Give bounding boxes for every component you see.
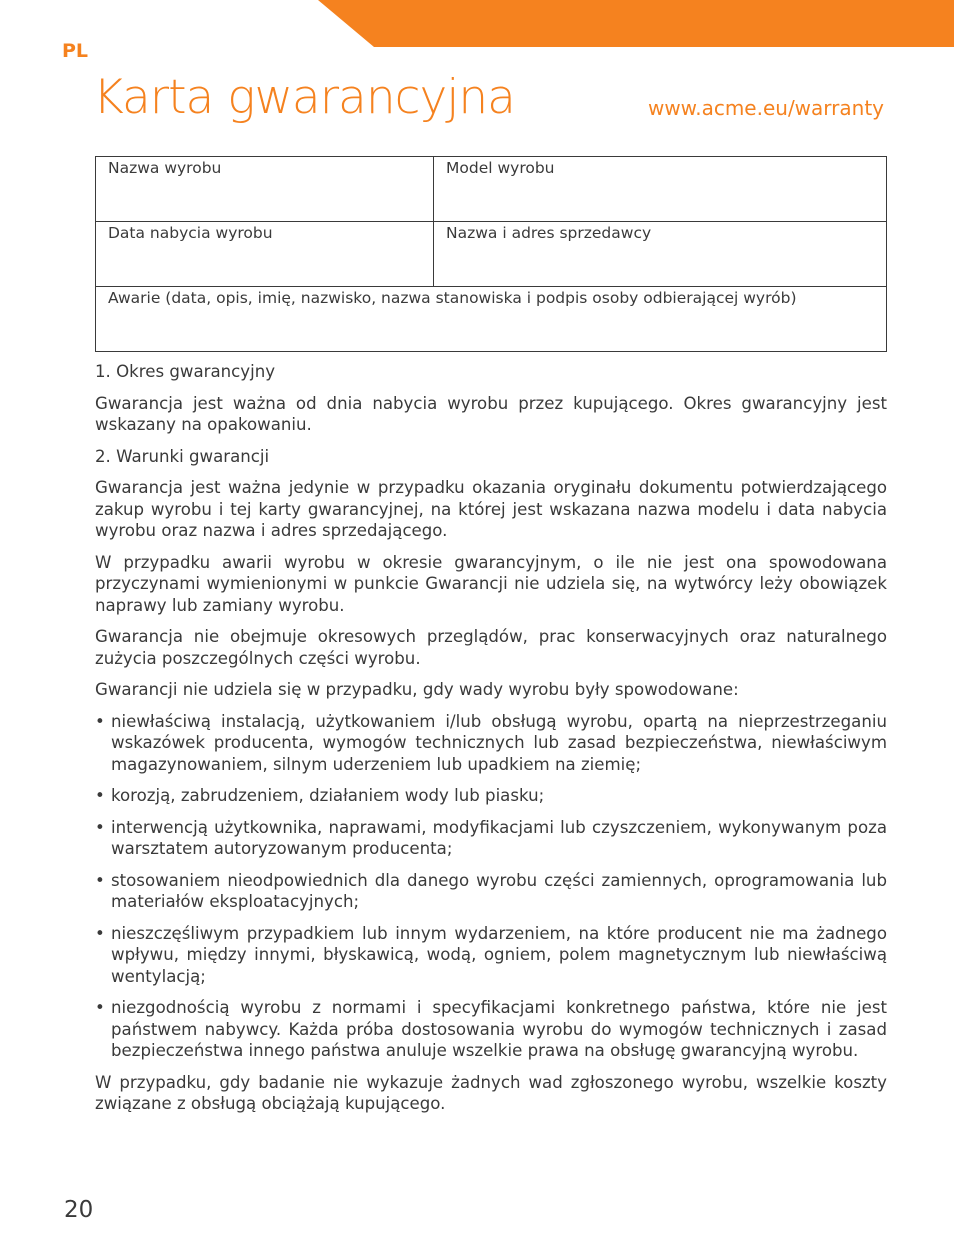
page-title: Karta gwarancyjna (93, 70, 515, 125)
paragraph: Gwarancja nie obejmuje okresowych przeglądów, prac konserwacyjnych oraz naturalnego zużycia poszczególnych części wyrobu. (95, 627, 887, 668)
list-item: • niezgodnością wyrobu z normami i specyfikacjami konkretnego państwa, które nie jest państwem nabywcy. Każda próba dostosowania wyrobu do wymogów technicznych i zasad bezpieczeństwa innego państwa anuluje wszelkie prawa na obsługę gwarancyjną wyrobu. (95, 997, 887, 1062)
exclusions-list (95, 711, 887, 1062)
product-model-field[interactable]: Model wyrobu (434, 157, 887, 222)
section-heading: 2. Warunki gwarancji (95, 446, 270, 466)
paragraph: Gwarancja jest ważna jedynie w przypadku okazania oryginału dokumentu potwierdzającego zakup wyrobu i tej karty gwarancyjnej, na której jest wskazana nazwa modelu i data nabycia wyrobu oraz nazwa i adres sprzedającego. (95, 478, 887, 540)
product-name-field[interactable]: Nazwa wyrobu (96, 157, 434, 222)
paragraph: Gwarancja jest ważna od dnia nabycia wyrobu przez kupującego. Okres gwarancyjny jest wskazany na opakowaniu. (95, 393, 887, 434)
paragraph: Gwarancji nie udziela się w przypadku, gdy wady wyrobu były spowodowane: (95, 680, 739, 699)
list-item: • interwencją użytkownika, naprawami, modyfikacjami lub czyszczeniem, wykonywanym poza warsztatem autoryzowanym producenta; (95, 817, 887, 860)
paragraph: W przypadku, gdy badanie nie wykazuje żadnych wad zgłoszonego wyrobu, wszelkie koszty związane z obsługą obciążają kupującego. (95, 1072, 887, 1113)
language-label: PL (62, 40, 89, 62)
warranty-url-link[interactable]: www.acme.eu/warranty (647, 96, 884, 120)
seller-field[interactable]: Nazwa i adres sprzedawcy (434, 222, 887, 287)
list-item: • niewłaściwą instalacją, użytkowaniem i/lub obsługą wyrobu, opartą na nieprzestrzeganiu wskazówek producenta, wymogów technicznych lub zasad bezpieczeństwa, niewłaściwym magazynowaniem, silnym uderzeniem lub upadkiem na ziemię; (95, 711, 887, 776)
failures-field[interactable]: Awarie (data, opis, imię, nazwisko, nazwa stanowiska i podpis osoby odbierającej wyrób) (96, 287, 887, 352)
warranty-form-table (95, 156, 887, 352)
warranty-terms (95, 361, 887, 1125)
purchase-date-field[interactable]: Data nabycia wyrobu (96, 222, 434, 287)
header-accent-tab (318, 0, 954, 47)
list-item: • stosowaniem nieodpowiednich dla danego wyrobu części zamiennych, oprogramowania lub materiałów eksploatacyjnych; (95, 870, 887, 913)
page-number: 20 (64, 1197, 94, 1223)
list-item: • korozją, zabrudzeniem, działaniem wody lub piasku; (95, 785, 887, 807)
section-heading: 1. Okres gwarancyjny (95, 362, 276, 381)
paragraph: W przypadku awarii wyrobu w okresie gwarancyjnym, o ile nie jest ona spowodowana przyczynami wymienionymi w punkcie Gwarancji nie udziela się, na wytwórcy leży obowiązek naprawy lub zamiany wyrobu. (95, 552, 887, 615)
list-item: • nieszczęśliwym przypadkiem lub innym wydarzeniem, na które producent nie ma żadnego wpływu, między innymi, błyskawicą, wodą, ogniem, polem magnetycznym lub niewłaściwą wentylacją; (95, 923, 887, 988)
